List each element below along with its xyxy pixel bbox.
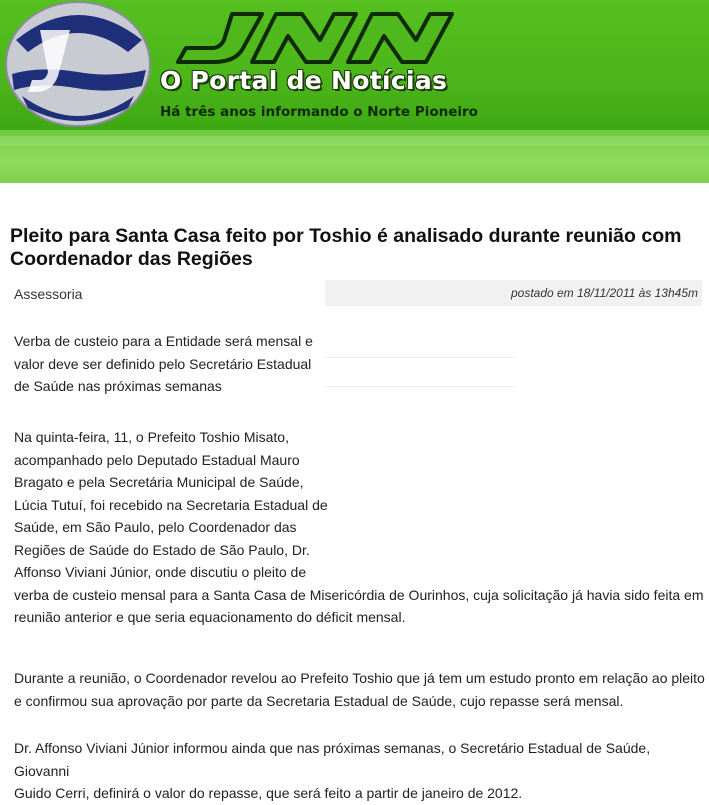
text-line: acompanhado pelo Deputado Estadual Mauro (14, 451, 300, 468)
text-line: de Saúde nas próximas semanas (14, 378, 222, 394)
text-line: valor deve ser definido pelo Secretário Estadual (14, 355, 312, 372)
divider (325, 357, 515, 358)
body-paragraph (14, 426, 703, 629)
lead-paragraph (14, 330, 313, 398)
text-line: Dr. Affonso Viviani Júnior informou ainda que nas próximas semanas, o Secretário Estadual de Saúde, Giovanni (14, 740, 651, 779)
brand-title: O Portal de Notícias (160, 66, 448, 95)
body-paragraph (14, 737, 709, 805)
text-line: Bragato e pela Secretária Municipal de Saúde, (14, 474, 304, 490)
divider (325, 386, 515, 387)
article-meta-bar (8, 280, 702, 306)
text-line: Lúcia Tutuí, foi recebido na Secretaria Estadual de (14, 496, 328, 513)
text-line: Saúde, em São Paulo, pelo Coordenador das (14, 519, 297, 535)
brand-tagline: Há três anos informando o Norte Pioneiro (160, 104, 478, 120)
text-line: Durante a reunião, o Coordenador revelou ao Prefeito Toshio que já tem um estudo pronto em relação ao pleito (14, 670, 705, 686)
author-box (8, 280, 325, 306)
article-posted-date: postado em 18/11/2011 às 13h45m (510, 286, 698, 300)
navigation-bar (0, 130, 709, 183)
text-line: Regiões de Saúde do Estado de São Paulo, Dr. (14, 541, 310, 558)
text-line: Guido Cerri, definirá o valor do repasse, que será feito a partir de janeiro de 2012. (14, 785, 523, 801)
text-line: verba de custeio mensal para a Santa Casa de Misericórdia de Ourinhos, cuja solicitação já havia sido feita em (14, 586, 704, 603)
site-header (0, 0, 709, 130)
text-line: reunião anterior e que seria equacionamento do déficit mensal. (14, 609, 406, 625)
body-paragraph (14, 667, 705, 712)
text-line: e confirmou sua aprovação por parte da Secretaria Estadual de Saúde, cujo repasse será mensal. (14, 692, 624, 709)
article-title: Pleito para Santa Casa feito por Toshio é analisado durante reunião com Coordenador das Regiões (10, 225, 682, 270)
text-line: Na quinta-feira, 11, o Prefeito Toshio Misato, (14, 429, 289, 445)
navbar-shine (0, 136, 709, 146)
text-line: Verba de custeio para a Entidade será mensal e (14, 333, 313, 349)
article-author: Assessoria (14, 286, 83, 302)
text-line: Affonso Viviani Júnior, onde discutiu o pleito de (14, 564, 307, 580)
